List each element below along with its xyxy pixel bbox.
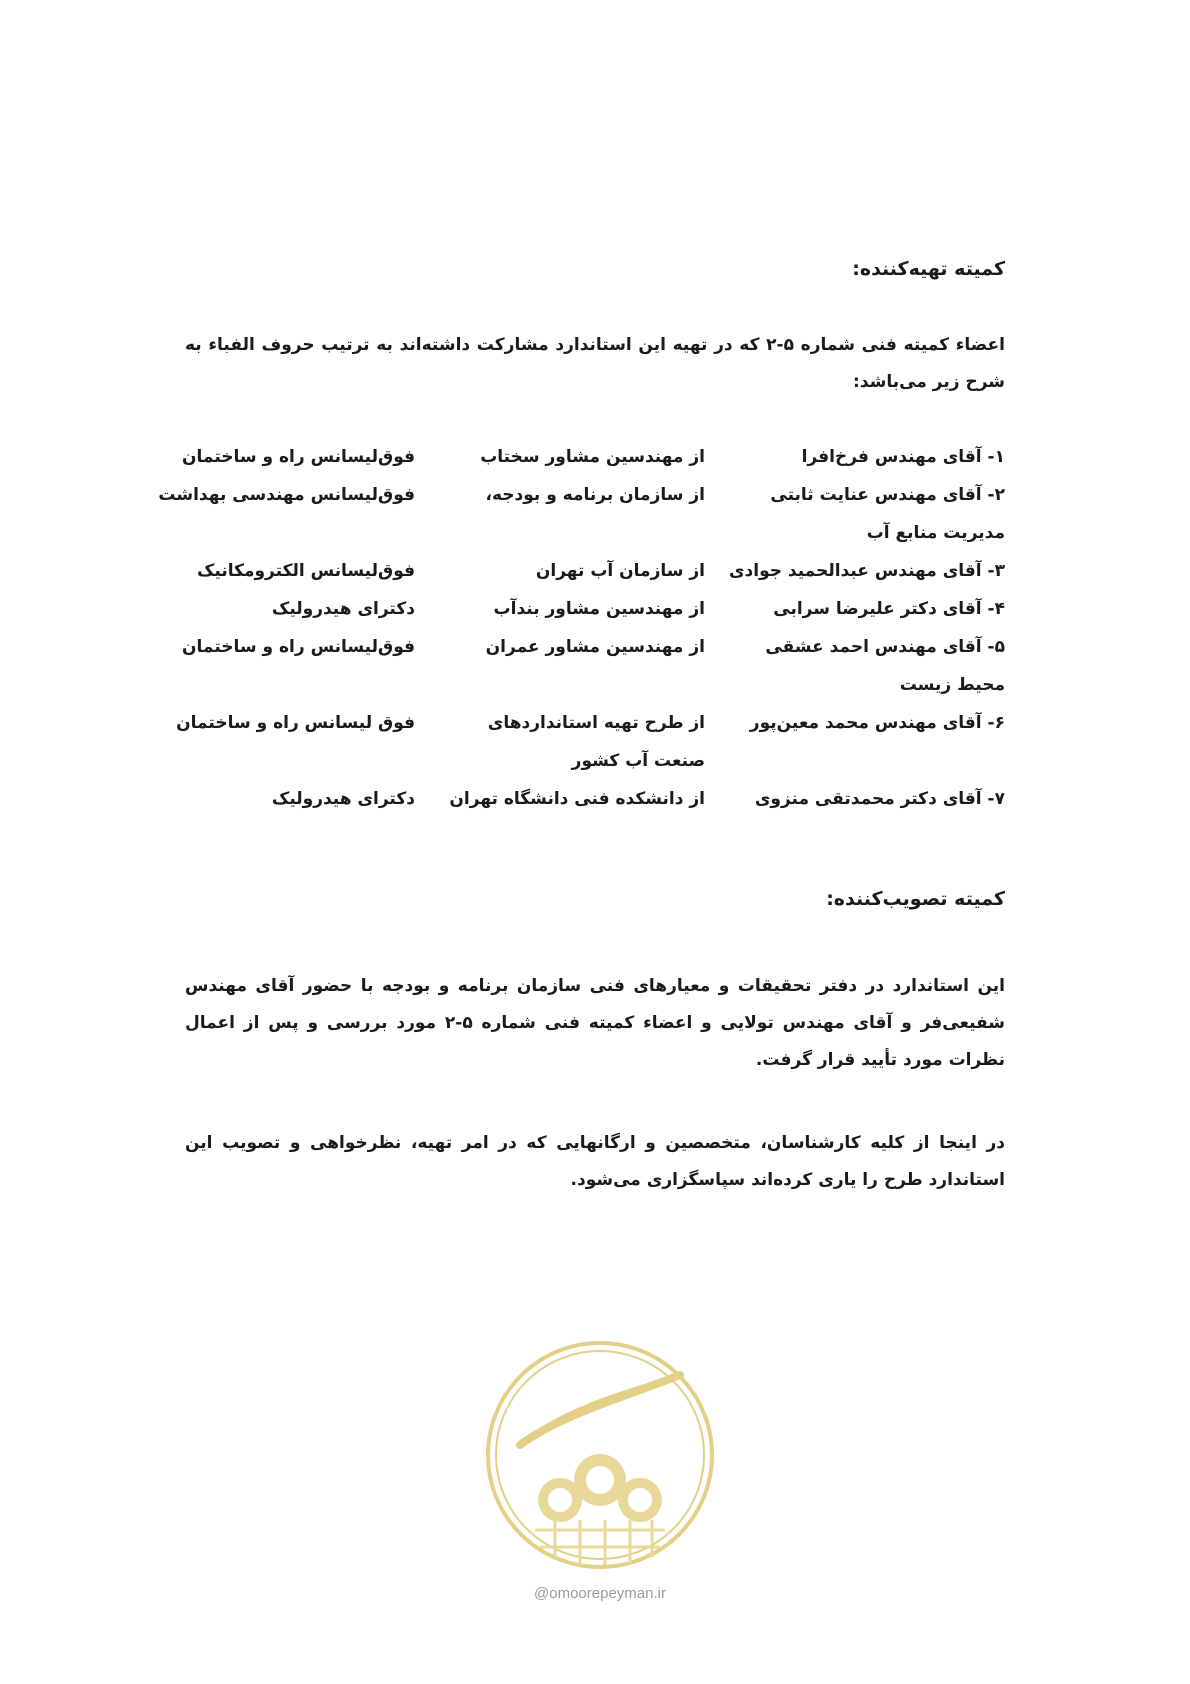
member-degree: فوق‌لیسانس الکترومکانیک bbox=[196, 561, 415, 581]
member-name: محیط زیست bbox=[899, 675, 1005, 695]
preparing-committee-heading: کمیته تهیه‌کننده: bbox=[852, 258, 1005, 280]
acknowledgement-paragraph: در اینجا از کلیه کارشناسان، متخصصین و ارگانهایی که در امر تهیه، نظرخواهی و تصویب این استاندارد طرح را یاری کرده‌اند سپاسگزاری می‌شود. bbox=[185, 1133, 1005, 1190]
committee-intro-paragraph: اعضاء کمیته فنی شماره ۵-۲ که در تهیه این استاندارد مشارکت داشته‌اند به ترتیب حروف الفباء به شرح زیر می‌باشد: bbox=[185, 335, 1005, 392]
member-name: ۱- آقای مهندس فرخ‌افرا bbox=[801, 447, 1005, 467]
member-name: ۴- آقای دکتر علیرضا سرابی bbox=[773, 599, 1005, 619]
member-organization: از مهندسین مشاور سختاب bbox=[480, 447, 705, 467]
member-organization: از سازمان برنامه و بودجه، bbox=[485, 485, 705, 505]
member-row bbox=[185, 552, 1005, 590]
member-row bbox=[158, 476, 1005, 514]
member-degree: دکترای هیدرولیک bbox=[271, 599, 415, 619]
member-degree: دکترای هیدرولیک bbox=[271, 789, 415, 809]
omoorepeyman-watermark-logo bbox=[480, 1335, 720, 1575]
member-row bbox=[185, 514, 1005, 552]
member-name: مدیریت منابع آب bbox=[866, 523, 1005, 543]
member-organization: از طرح تهیه استانداردهای bbox=[487, 713, 705, 733]
member-degree: فوق‌لیسانس راه و ساختمان bbox=[182, 447, 415, 467]
member-row bbox=[182, 438, 1005, 476]
member-name: ۲- آقای مهندس عنایت ثابتی bbox=[770, 485, 1005, 505]
member-row bbox=[185, 666, 1005, 704]
member-organization: صنعت آب کشور bbox=[571, 751, 705, 771]
member-row bbox=[182, 628, 1005, 666]
member-name: ۶- آقای مهندس محمد معین‌پور bbox=[749, 713, 1005, 733]
committee-members-list bbox=[158, 438, 1005, 818]
member-organization: از دانشکده فنی دانشگاه تهران bbox=[449, 789, 705, 809]
member-name: ۵- آقای مهندس احمد عشقی bbox=[765, 637, 1005, 657]
member-row bbox=[176, 704, 1005, 742]
member-name: ۳- آقای مهندس عبدالحمید جوادی bbox=[728, 561, 1005, 581]
member-name: ۷- آقای دکتر محمدتقی منزوی bbox=[754, 789, 1005, 809]
watermark-site-text: @omoorepeyman.ir bbox=[534, 1585, 666, 1602]
approval-paragraph: این استاندارد در دفتر تحقیقات و معیارهای فنی سازمان برنامه و بودجه با حضور آقای مهندس شفیعی‌فر و آقای مهندس تولایی و اعضاء کمیته فنی شماره ۵-۲ مورد بررسی و پس از اعمال نظرات مورد تأیید قرار گرفت. bbox=[185, 976, 1005, 1070]
approving-committee-heading: کمیته تصویب‌کننده: bbox=[826, 888, 1005, 910]
member-row bbox=[185, 780, 1005, 818]
member-row bbox=[185, 590, 1005, 628]
member-organization: از سازمان آب تهران bbox=[535, 561, 705, 581]
member-row bbox=[185, 742, 1005, 780]
member-degree: فوق‌لیسانس راه و ساختمان bbox=[182, 637, 415, 657]
member-organization: از مهندسین مشاور بندآب bbox=[493, 599, 705, 619]
member-degree: فوق لیسانس راه و ساختمان bbox=[176, 713, 415, 733]
member-organization: از مهندسین مشاور عمران bbox=[485, 637, 705, 657]
member-degree: فوق‌لیسانس مهندسی بهداشت bbox=[158, 485, 415, 505]
